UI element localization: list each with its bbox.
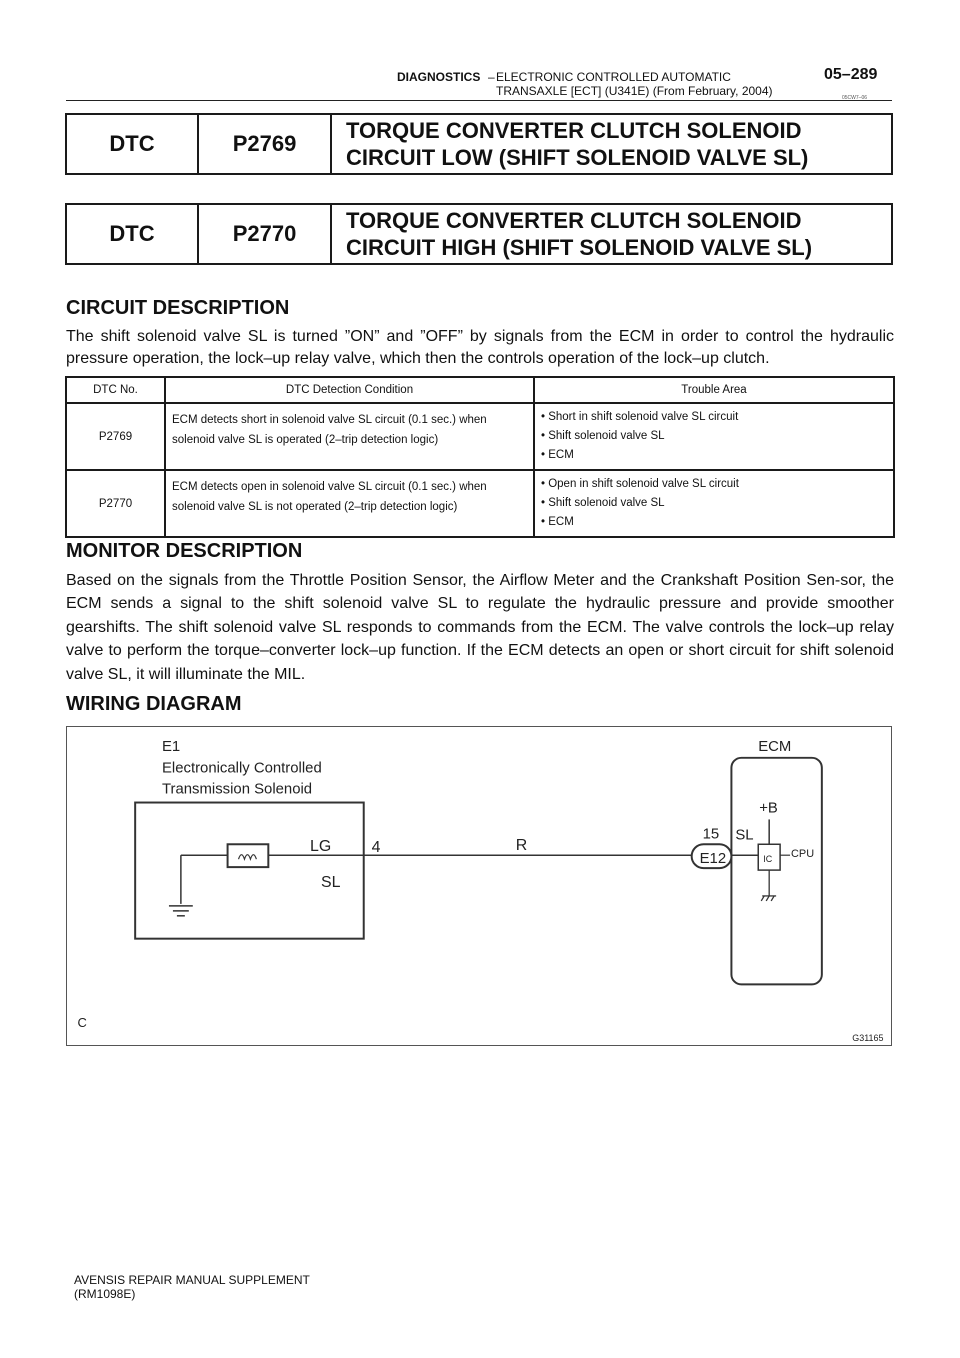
solenoid-label: SL	[320, 873, 341, 891]
ic-label: IC	[763, 854, 773, 865]
condition-line: ECM detects short in solenoid valve SL circuit (0.1 sec.) when	[172, 414, 487, 426]
ground-icon	[169, 855, 193, 916]
dtc-table	[65, 376, 895, 538]
corner-letter: C	[77, 1015, 87, 1031]
trouble-area-item: • Open in shift solenoid valve SL circuit	[541, 478, 739, 490]
condition-line: ECM detects open in solenoid valve SL circuit (0.1 sec.) when	[172, 481, 487, 493]
table-cell-trouble-area	[534, 470, 894, 537]
power-label: +B	[759, 800, 778, 817]
trouble-area-item: • Short in shift solenoid valve SL circuit	[541, 411, 739, 423]
trouble-area-item: • ECM	[541, 516, 574, 528]
dtc-code: P2770	[199, 205, 332, 263]
solenoid-component-box	[135, 803, 364, 939]
wire-color-lg: LG	[310, 838, 332, 856]
dtc-label: DTC	[67, 115, 199, 173]
figure-code: G31165	[852, 1033, 884, 1044]
dtc-title-line2: CIRCUIT HIGH (SHIFT SOLENOID VALVE SL)	[346, 235, 813, 260]
page-number: 05–289	[824, 66, 878, 83]
dtc-title-box-p2770	[65, 203, 893, 265]
footer-manual-title: AVENSIS REPAIR MANUAL SUPPLEMENT	[74, 1273, 310, 1287]
monitor-description-heading: MONITOR DESCRIPTION	[66, 540, 303, 562]
header-rule	[66, 100, 892, 101]
table-cell-condition	[165, 470, 534, 537]
header-title-line1: ELECTRONIC CONTROLLED AUTOMATIC	[496, 70, 731, 84]
trouble-area-item: • Shift solenoid valve SL	[541, 430, 665, 442]
table-row	[66, 470, 894, 537]
dtc-title	[332, 205, 891, 263]
table-header-dtc-no: DTC No.	[66, 377, 165, 403]
component-name-line2: Transmission Solenoid	[161, 781, 313, 798]
monitor-description-text: Based on the signals from the Throttle Position Sensor, the Airflow Meter and the Crankshaft Position Sen-sor, the ECM sends a signal to the shift solenoid valve SL to regulate the hydraulic pressure and provide smoother gearshifts. The shift solenoid valve SL responds to commands from the ECM. The valve controls the lock–up relay valve to perform the torque–converter lock–up function. If the ECM detects an open or short circuit for shift solenoid valve SL, it will illuminate the MIL.	[66, 572, 894, 683]
wiring-diagram-heading: WIRING DIAGRAM	[66, 693, 242, 715]
dtc-title-line1: TORQUE CONVERTER CLUTCH SOLENOID	[346, 118, 802, 143]
wiring-diagram	[66, 726, 892, 1046]
dtc-label: DTC	[67, 205, 199, 263]
table-cell-condition	[165, 403, 534, 470]
dtc-title-line2: CIRCUIT LOW (SHIFT SOLENOID VALVE SL)	[346, 145, 809, 170]
header-section: DIAGNOSTICS	[397, 70, 481, 84]
circuit-description-text: The shift solenoid valve SL is turned ”ON” and ”OFF” by signals from the ECM in order to control the hydraulic pressure operation, the lock–up relay valve, which then the controls operation of the lock–up clutch.	[66, 328, 894, 367]
cpu-label: CPU	[791, 848, 815, 861]
pin-number: 4	[371, 839, 381, 857]
header-title-line2: TRANSAXLE [ECT] (U341E) (From February, 2004)	[496, 84, 773, 98]
table-header-trouble-area: Trouble Area	[534, 377, 894, 403]
table-cell-dtc: P2770	[66, 470, 165, 537]
ecm-box	[731, 758, 821, 985]
condition-line: solenoid valve SL is operated (2–trip detection logic)	[172, 434, 439, 446]
component-id: E1	[161, 738, 181, 755]
table-header-condition: DTC Detection Condition	[165, 377, 534, 403]
dtc-code: P2769	[199, 115, 332, 173]
chassis-ground-icon	[761, 870, 776, 901]
dtc-title-line1: TORQUE CONVERTER CLUTCH SOLENOID	[346, 208, 802, 233]
wire-color-r: R	[515, 837, 528, 855]
condition-line: solenoid valve SL is not operated (2–trip detection logic)	[172, 501, 458, 513]
dtc-title	[332, 115, 891, 173]
footer-manual-code: (RM1098E)	[74, 1287, 136, 1301]
ecm-terminal-label: SL	[735, 827, 754, 844]
table-cell-trouble-area	[534, 403, 894, 470]
dtc-title-box-p2769	[65, 113, 893, 175]
trouble-area-item: • Shift solenoid valve SL	[541, 497, 665, 509]
ecm-pin-number: 15	[702, 826, 720, 843]
component-name-line1: Electronically Controlled	[161, 760, 322, 777]
table-row	[66, 403, 894, 470]
table-header-row	[66, 377, 894, 403]
connector-label: E12	[699, 851, 727, 868]
circuit-description-heading: CIRCUIT DESCRIPTION	[66, 297, 290, 319]
solenoid-coil-icon	[228, 844, 269, 867]
header-dash: –	[488, 70, 495, 84]
table-cell-dtc: P2769	[66, 403, 165, 470]
ecm-label: ECM	[758, 738, 792, 755]
doc-code: 05CW7–06	[842, 95, 868, 101]
trouble-area-item: • ECM	[541, 449, 574, 461]
